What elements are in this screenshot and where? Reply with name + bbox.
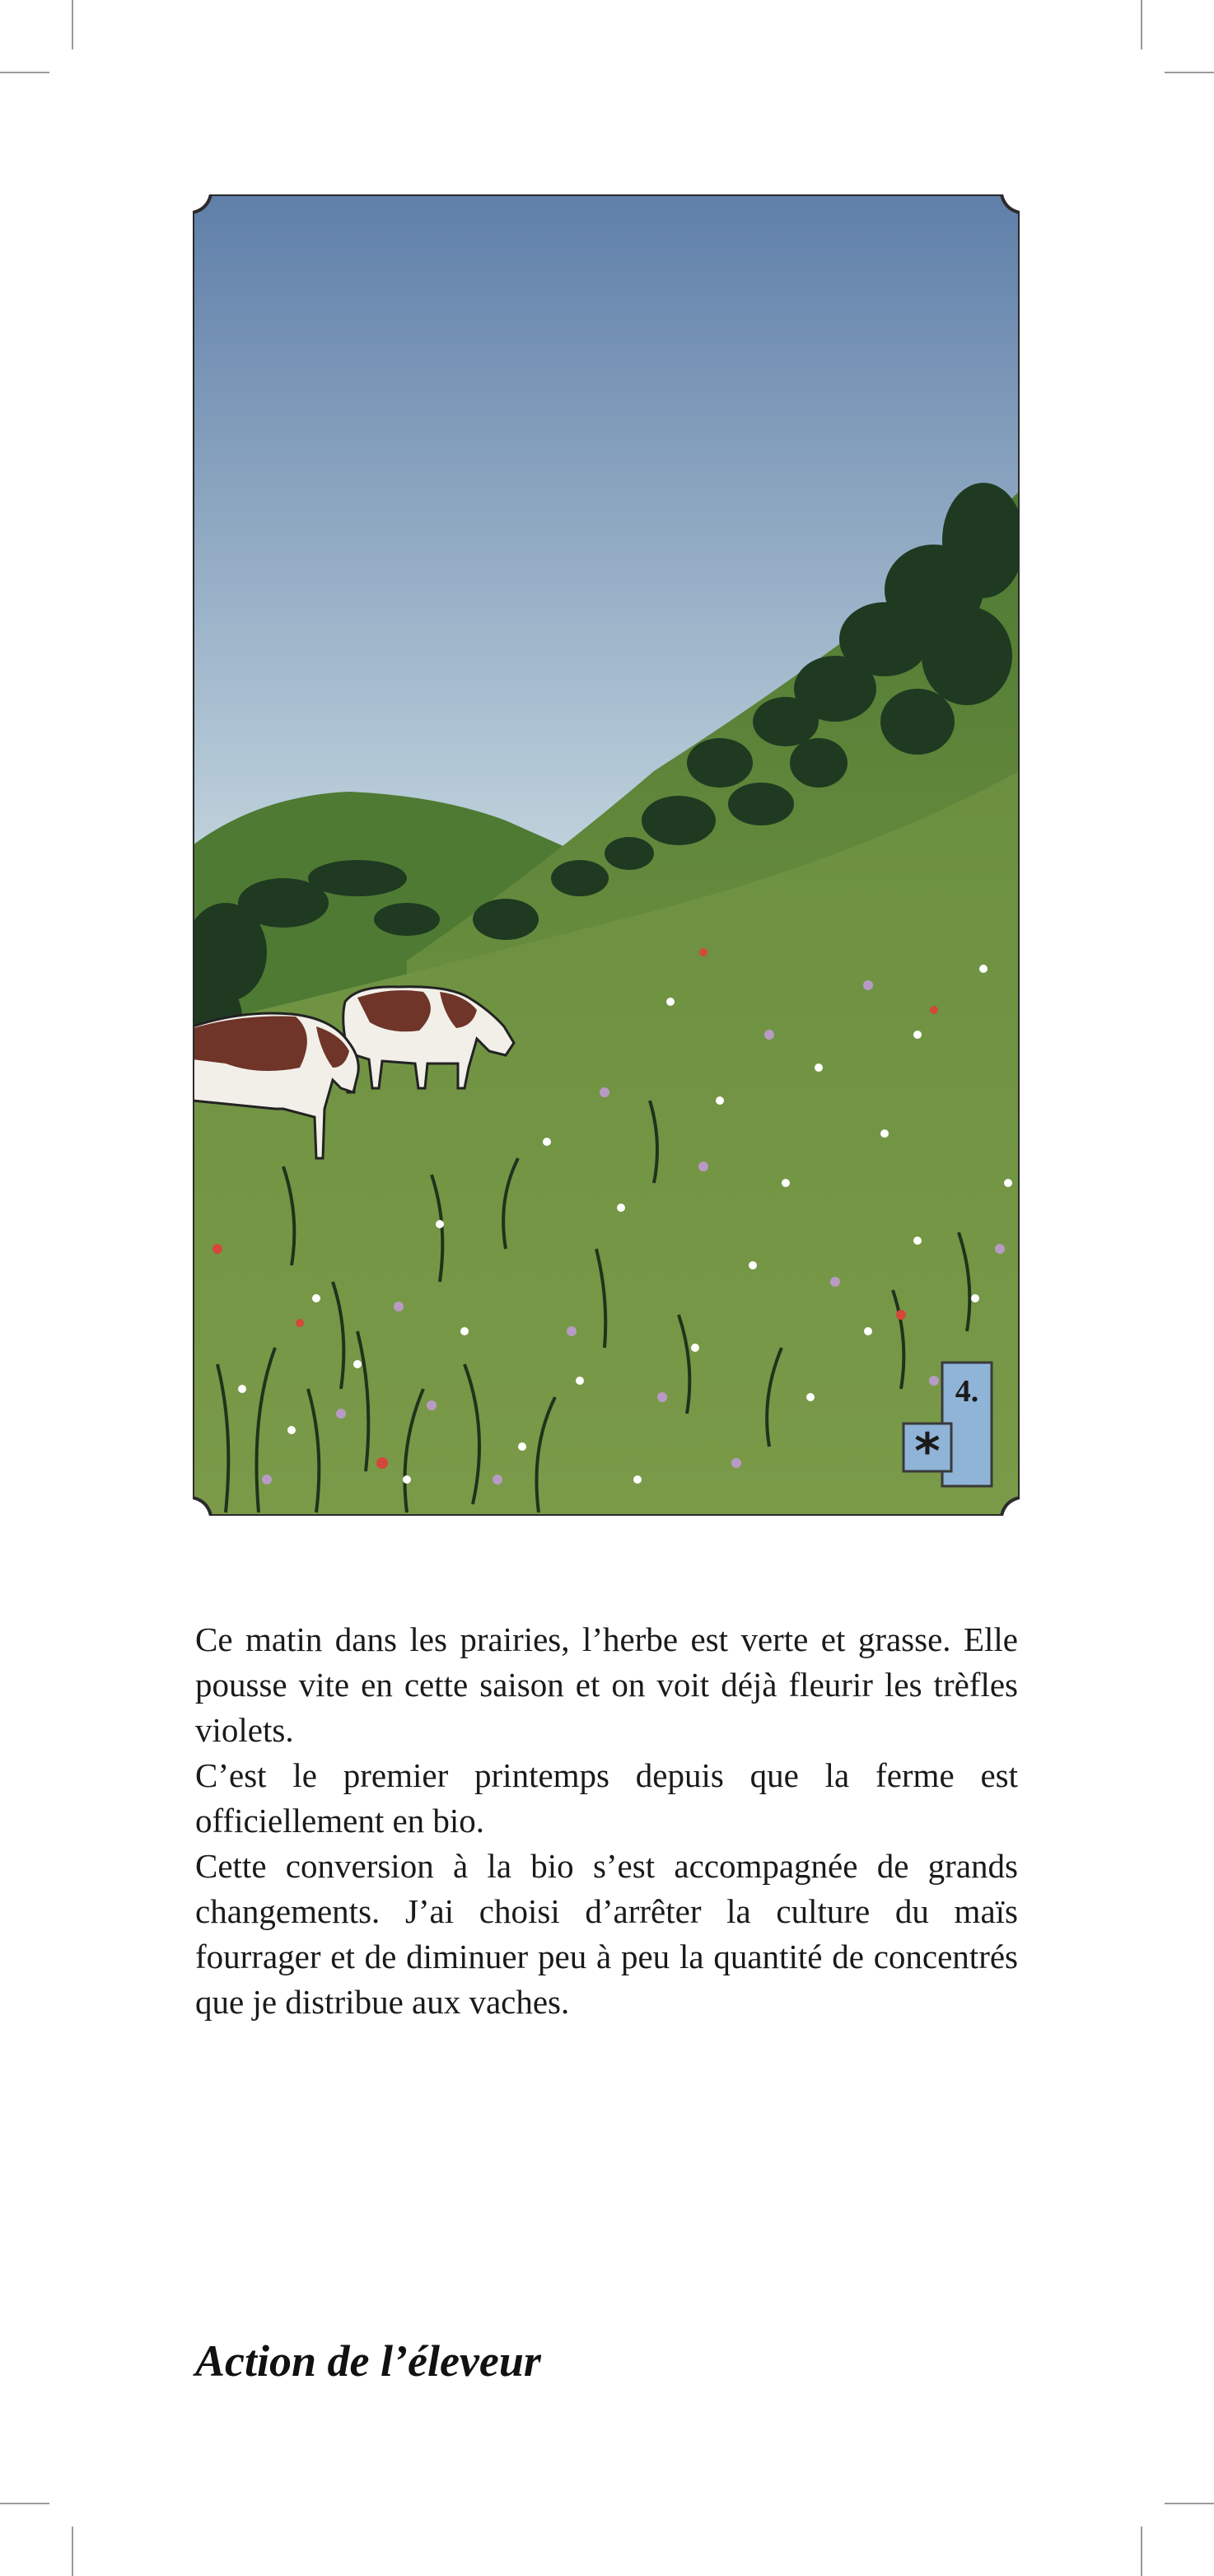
action-heading: Action de l’éleveur: [195, 2336, 541, 2386]
paragraph-2: C’est le premier printemps depuis que la ferme est officiellement en bio.: [195, 1756, 1018, 1840]
crop-mark-top-right-h: [1165, 72, 1214, 73]
meadow-illustration: [193, 194, 1020, 1516]
crop-mark-bottom-right-v: [1141, 2527, 1142, 2576]
crop-mark-bottom-left-h: [0, 2503, 49, 2504]
card-number: 4.: [955, 1374, 979, 1409]
crop-mark-top-right-v: [1141, 0, 1142, 49]
paragraph-3: Cette conversion à la bio s’est accompagnée de grands changements. J’ai choisi d’arrêter la culture du maïs fourrager et de diminuer peu à peu la quantité de concentrés que je distribue aux vaches.: [195, 1847, 1018, 2021]
crop-mark-bottom-right-h: [1165, 2503, 1214, 2504]
asterisk-icon: *: [914, 1423, 941, 1480]
story-text: [195, 1617, 1018, 2025]
paragraph-1: Ce matin dans les prairies, l’herbe est verte et grasse. Elle pousse vite en cette saison et on voit déjà fleurir les trèfles violets.: [195, 1620, 1018, 1749]
crop-mark-bottom-left-v: [72, 2527, 73, 2576]
crop-mark-top-left-v: [72, 0, 73, 49]
crop-mark-top-left-h: [0, 72, 49, 73]
